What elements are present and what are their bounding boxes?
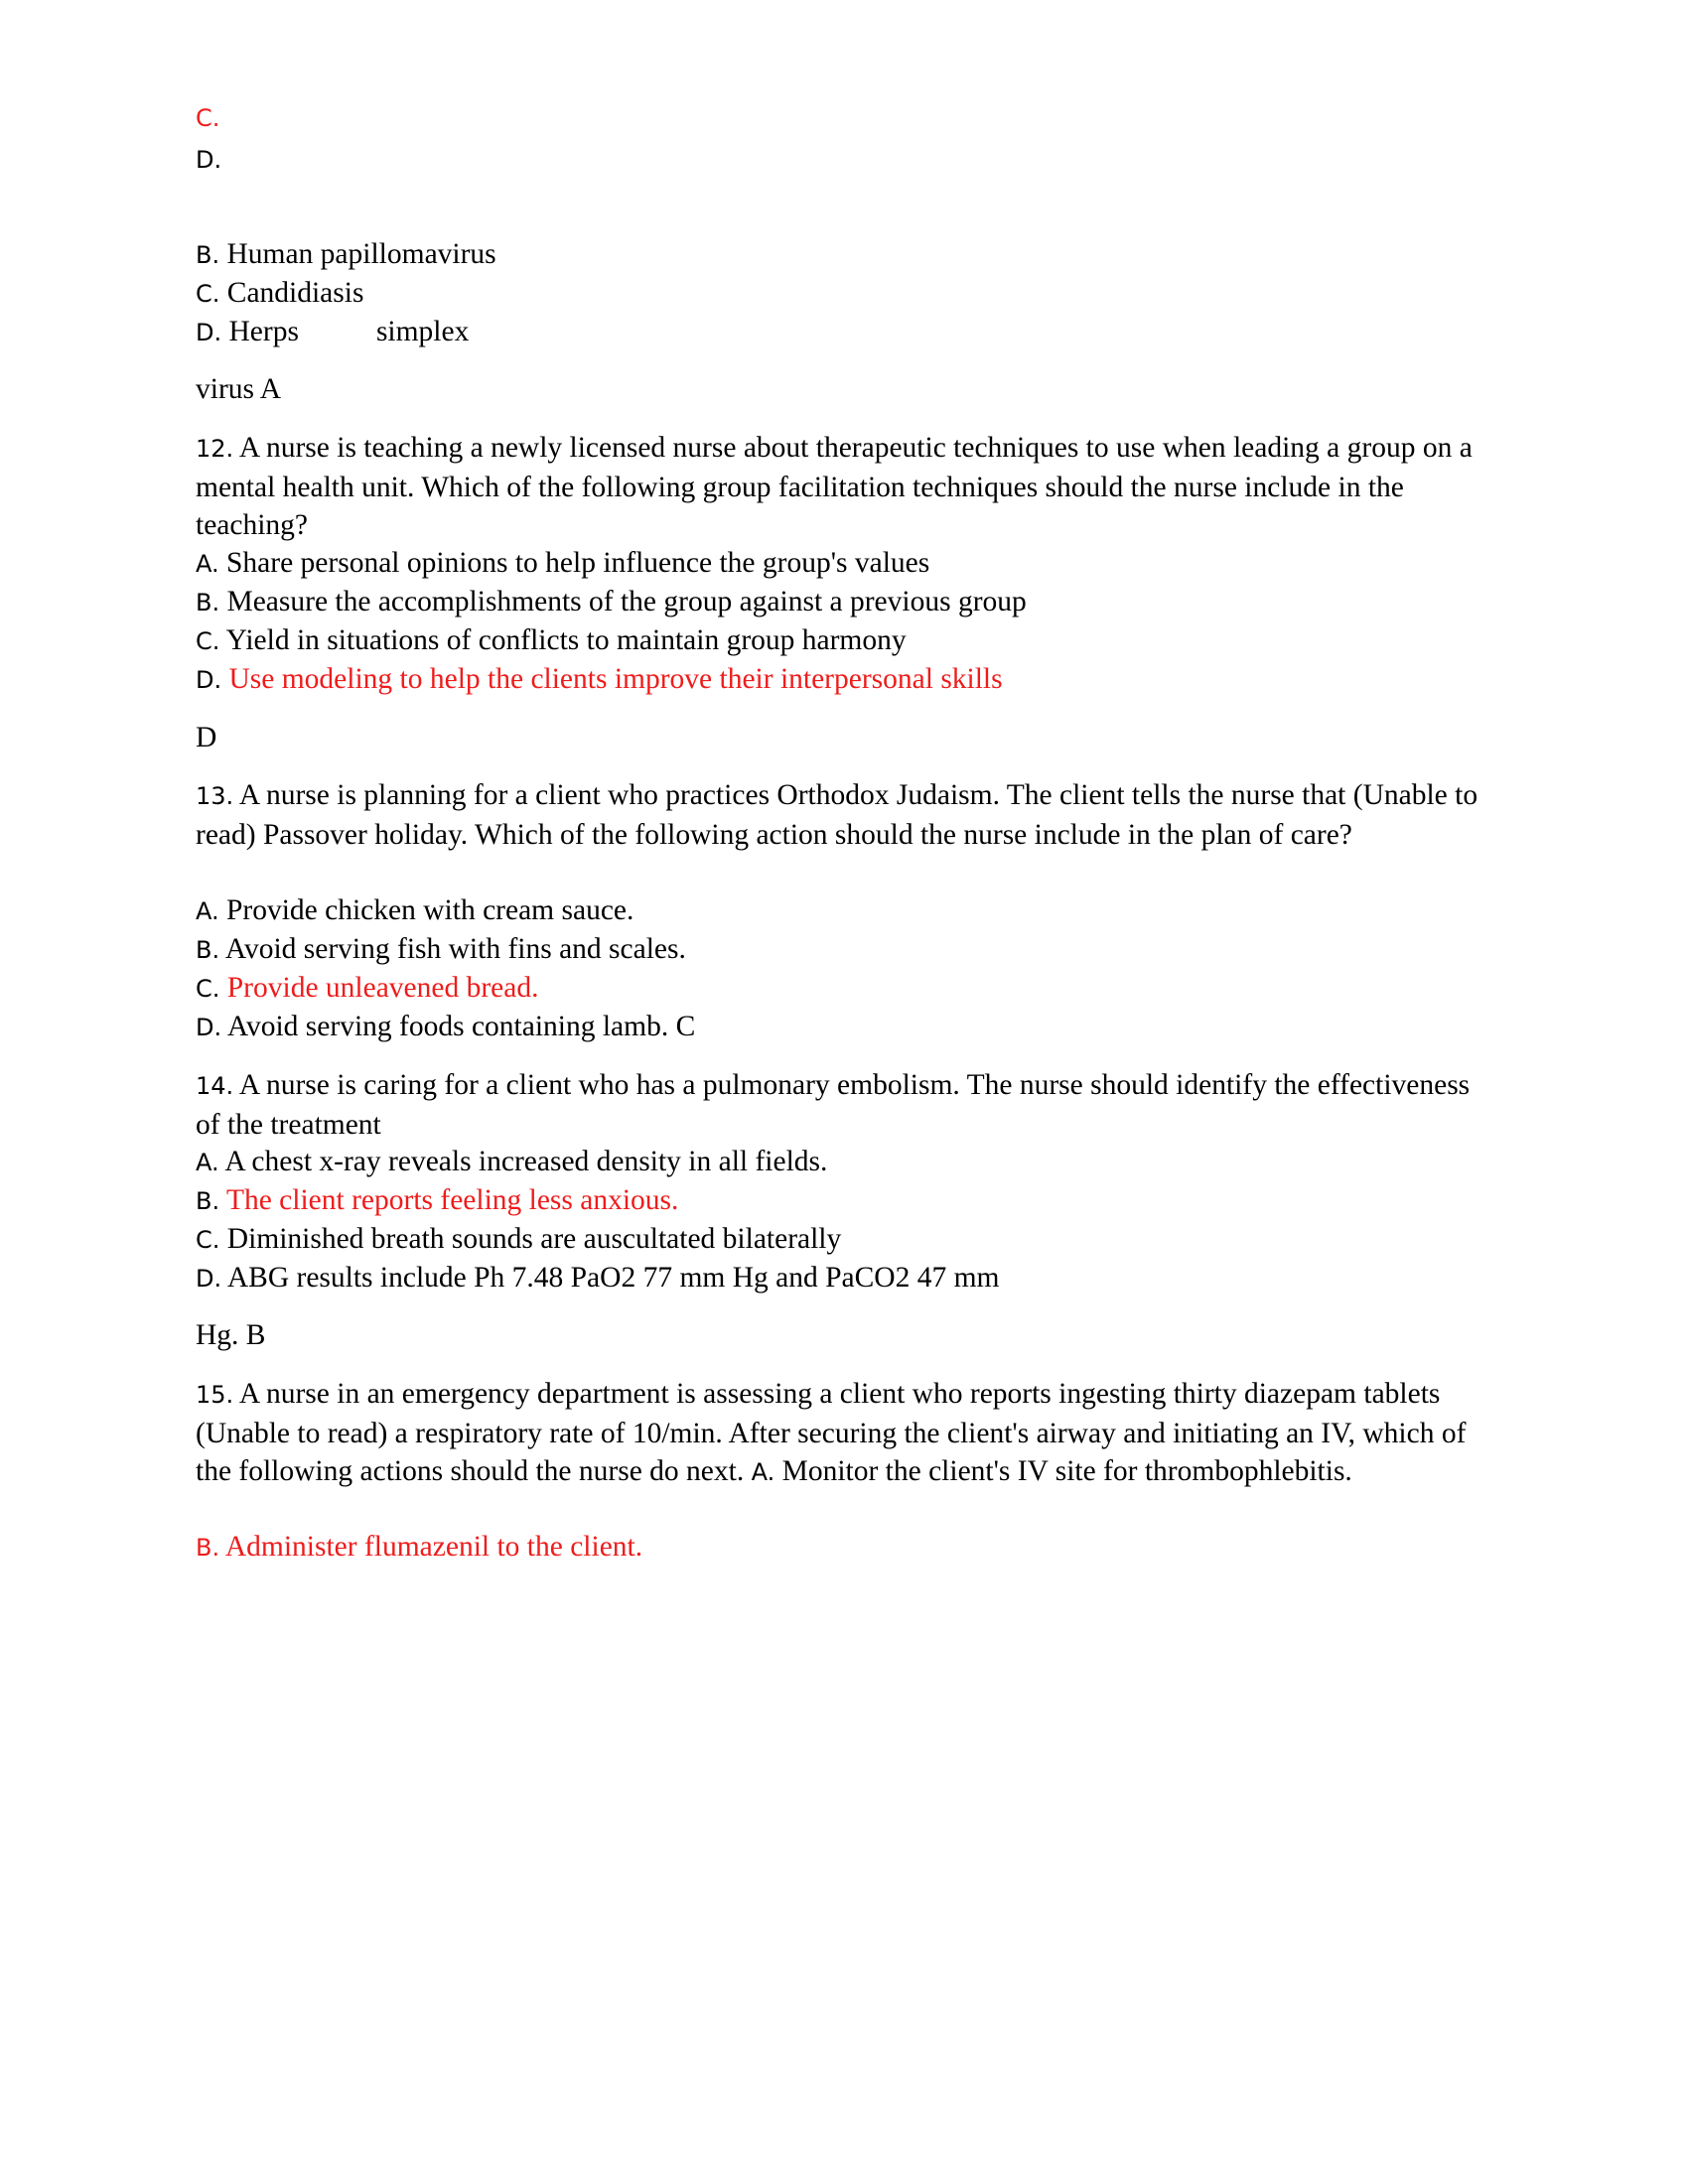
q12-option-c [196, 621, 907, 660]
q14-option-c [196, 1220, 841, 1259]
q11-option-c [196, 274, 363, 313]
option-text: The client reports feeling less anxious. [225, 1184, 679, 1216]
option-text: Avoid serving foods containing lamb. C [226, 1011, 696, 1042]
q13-option-d [196, 1008, 695, 1046]
option-label: C. [196, 280, 220, 308]
option-label: C. [196, 975, 220, 1003]
q13-option-a [196, 891, 633, 930]
q14-option-d [196, 1259, 1000, 1297]
q14-answer-line: Hg. B [196, 1319, 266, 1351]
q14-stem [196, 1066, 1486, 1144]
q11-answer-line: virus A [196, 373, 282, 405]
option-text: Administer flumazenil to the client. [224, 1531, 643, 1563]
option-label: B. [196, 1534, 220, 1562]
q12-stem [196, 429, 1486, 545]
q11-option-d [196, 313, 469, 351]
q15-stem [196, 1375, 1486, 1492]
option-label: D. [196, 666, 222, 694]
q14-option-a [196, 1143, 827, 1181]
option-label: D. [196, 319, 222, 346]
option-text: Yield in situations of conflicts to maintain group harmony [225, 624, 907, 656]
q12-option-d-correct [196, 660, 1003, 699]
option-text: Share personal opinions to help influence the group's values [226, 547, 930, 579]
question-text: A nurse is caring for a client who has a pulmonary embolism. The nurse should identify the effectiveness of the treatment [196, 1069, 1471, 1141]
option-label: A. [196, 1149, 219, 1176]
question-number: 13. [196, 782, 234, 810]
option-text: Candidiasis [226, 277, 364, 309]
option-text: Measure the accomplishments of the group against a previous group [226, 586, 1027, 617]
q13-option-c-correct [196, 969, 539, 1008]
question-text: A nurse is teaching a newly licensed nurse about therapeutic techniques to use when leading a group on a mental health unit. Which of the following group facilitation techniques should the nurse include in the teaching? [196, 432, 1473, 541]
q12-answer-line: D [196, 722, 217, 753]
option-label: B. [196, 936, 220, 964]
option-label: D. [196, 1014, 222, 1041]
question-text: A nurse in an emergency department is assessing a client who reports ingesting thirty diazepam tablets (Unable to read) a respiratory rate of 10/min. After securing the client's airway and initiating an IV, which of the following actions should the nurse do next. [196, 1378, 1467, 1487]
option-text: ABG results include Ph 7.48 PaO2 77 mm Hg and PaCO2 47 mm [226, 1262, 1000, 1294]
question-text: A nurse is planning for a client who practices Orthodox Judaism. The client tells the nurse that (Unable to read) Passover holiday. Which of the following action should the nurse include in the plan of care? [196, 779, 1478, 851]
option-text: Avoid serving fish with fins and scales. [224, 933, 686, 965]
question-number: 12. [196, 435, 234, 463]
option-text: Human papillomavirus [226, 238, 496, 270]
option-label: B. [196, 589, 220, 616]
option-label: B. [196, 241, 220, 269]
option-label: D. [196, 1265, 222, 1293]
option-label: C. [196, 627, 220, 655]
q15-option-b-correct [196, 1528, 642, 1567]
option-label: A. [196, 550, 219, 578]
question-number: 14. [196, 1072, 234, 1100]
question-number: 15. [196, 1381, 234, 1409]
option-text: Use modeling to help the clients improve their interpersonal skills [228, 663, 1003, 695]
q14-option-b-correct [196, 1181, 678, 1220]
option-text: Provide chicken with cream sauce. [226, 894, 634, 926]
option-text: Diminished breath sounds are auscultated bilaterally [226, 1223, 842, 1255]
q13-option-b [196, 930, 686, 969]
option-text: A chest x-ray reveals increased density in all fields. [224, 1146, 828, 1177]
q12-option-b [196, 583, 1027, 621]
inline-option-text: Monitor the client's IV site for thrombophlebitis. [781, 1455, 1352, 1487]
q11-option-b [196, 235, 496, 274]
q13-stem [196, 776, 1486, 854]
option-text-continued: simplex [375, 316, 470, 347]
option-label: B. [196, 1187, 220, 1215]
option-text: Herps [228, 316, 299, 347]
option-text: Provide unleavened bread. [226, 972, 539, 1004]
inline-option-label: A. [751, 1458, 775, 1486]
top-letter-c: C. [196, 104, 220, 132]
top-letter-d: D. [196, 146, 222, 174]
option-label: C. [196, 1226, 220, 1254]
option-label: A. [196, 897, 219, 925]
q12-option-a [196, 544, 929, 583]
